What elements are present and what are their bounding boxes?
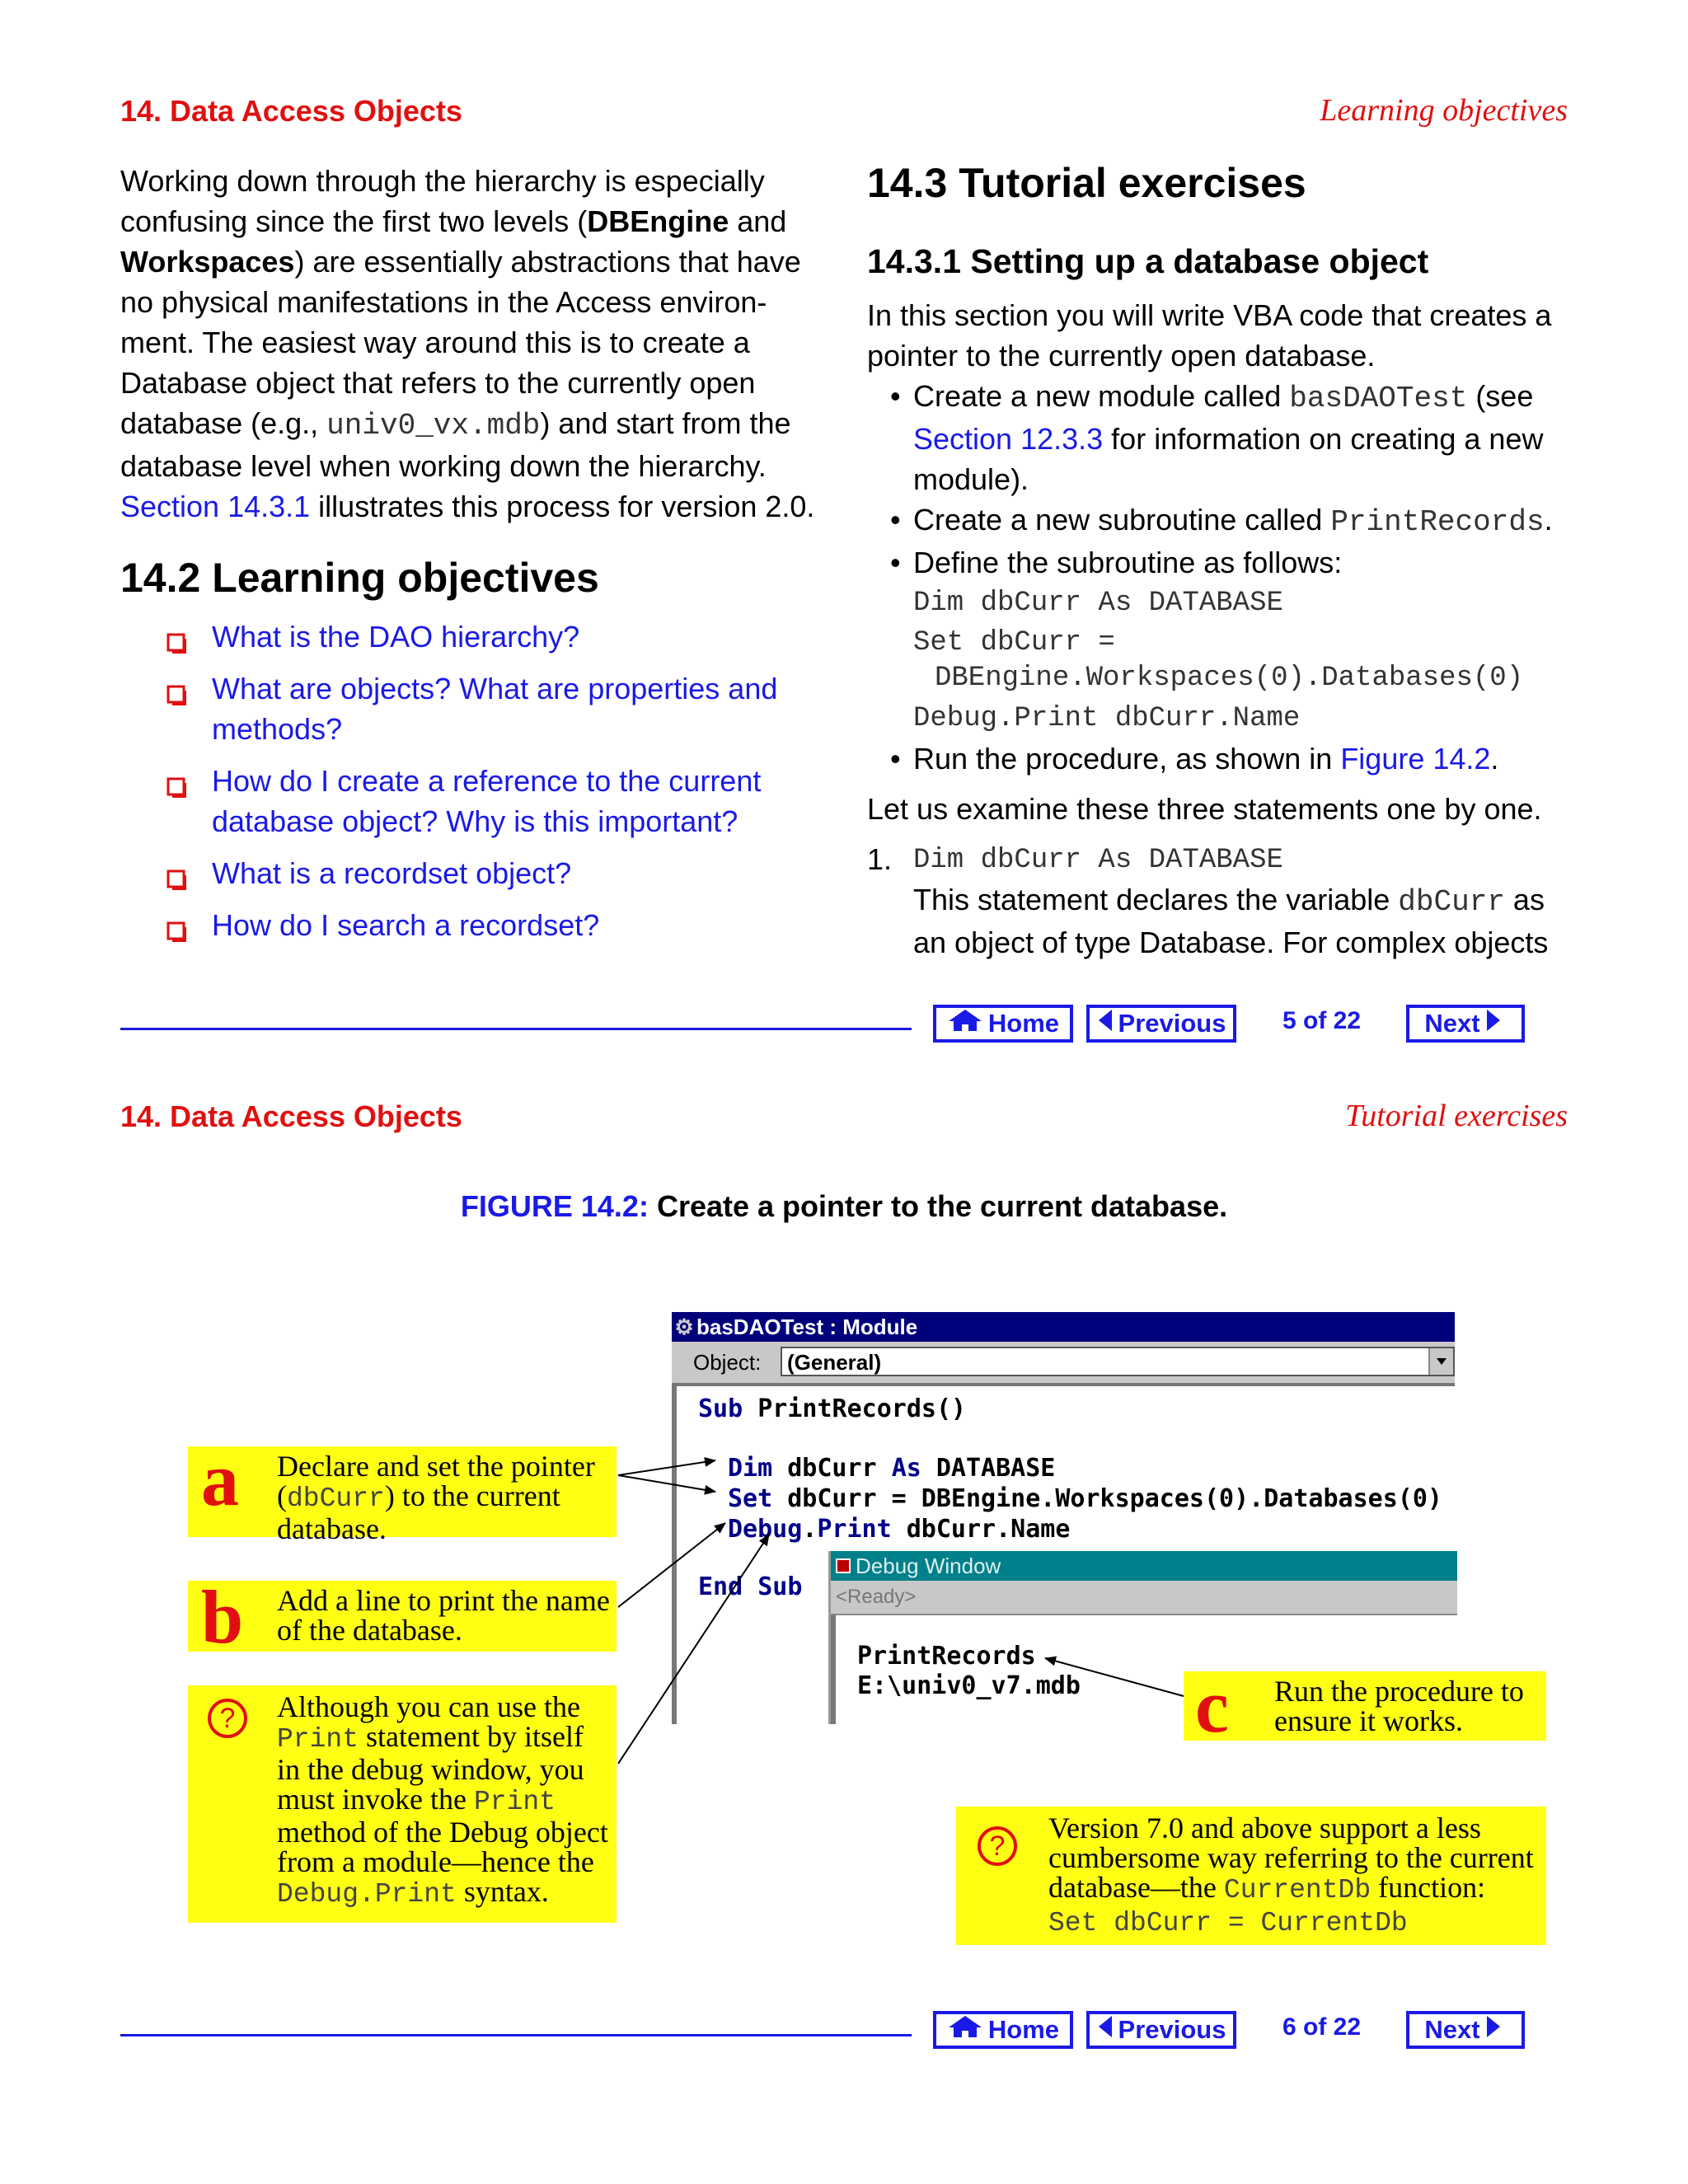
intro-line: no physical manifestations in the Access environ- <box>120 285 767 319</box>
callout-c-text: Run the procedure to ensure it works. <box>1274 1675 1524 1737</box>
page1-header-chapter: 14. Data Access Objects <box>120 94 462 128</box>
vb-line-debug: Debug.Print dbCurr.Name <box>728 1515 1071 1544</box>
figure-14-2-link[interactable]: Figure 14.2 <box>1340 742 1491 776</box>
step-create-subroutine: • Create a new subroutine called PrintRecords. <box>867 499 1609 542</box>
code-line-dim: Dim dbCurr As DATABASE <box>913 588 1283 619</box>
callout-letter-a: a <box>201 1437 239 1521</box>
debug-output-line-2: E:\univ0_v7.mdb <box>857 1671 1081 1700</box>
intro-line: Workspaces) are essentially abstractions that have <box>120 245 801 279</box>
setup-intro: In this section you will write VBA code that creates a pointer to the currently open database. <box>867 298 1552 373</box>
figure-label: FIGURE 14.2: <box>460 1189 649 1223</box>
arrow-note-to-print <box>618 1535 769 1764</box>
page1-page-number: 5 of 22 <box>1282 1007 1362 1034</box>
setup-heading: 14.3.1 Setting up a database object <box>867 242 1429 280</box>
vb-line-set: Set dbCurr = DBEngine.Workspaces(0).Databases(0) <box>728 1484 1442 1513</box>
arrow-right-icon <box>1485 2014 1502 2046</box>
intro-line: Section 14.3.1 illustrates this process for version 2.0. <box>120 490 815 523</box>
intro-line: Working down through the hierarchy is especially <box>120 164 765 198</box>
module-icon: ⚙ <box>674 1315 694 1339</box>
arrow-b-to-debug <box>618 1523 725 1607</box>
debug-titlebar[interactable]: Debug Window <box>831 1551 1457 1581</box>
page2-home-button[interactable]: Home <box>933 2011 1073 2049</box>
objective-item[interactable]: How do I create a reference to the current database object? Why is this important? <box>166 761 826 841</box>
ready-status: <Ready> <box>836 1586 917 1608</box>
figure-caption: FIGURE 14.2: Create a pointer to the current database. <box>460 1189 1228 1223</box>
debug-output-line-1: PrintRecords <box>857 1642 1036 1671</box>
page1-next-button[interactable]: Next <box>1406 1005 1525 1043</box>
learning-objectives-heading: 14.2 Learning objectives <box>120 555 599 601</box>
callout-note-currentdb-text: Version 7.0 and above support a less cumbersome way referring to the current database—the CurrentDb function: Set dbCurr = CurrentDb <box>1048 1811 1534 1938</box>
vb-line-end-sub: End Sub <box>698 1572 803 1601</box>
arrow-left-icon <box>1097 2014 1114 2046</box>
callout-letter-b: b <box>201 1575 244 1659</box>
arrow-a-to-dim <box>618 1460 715 1475</box>
examine-text: Let us examine these three statements one by one. <box>867 792 1542 826</box>
section-14-3-1-link[interactable]: Section 14.3.1 <box>120 490 311 523</box>
code-line-set: Set dbCurr = <box>913 627 1115 658</box>
object-select[interactable]: (General) <box>781 1347 1455 1376</box>
intro-line: database level when working down the hierarchy. <box>120 449 767 483</box>
page2-next-button[interactable]: Next <box>1406 2011 1525 2049</box>
objective-item[interactable]: What are objects? What are properties and methods? <box>166 668 826 749</box>
page1-home-button[interactable]: Home <box>933 1005 1073 1043</box>
numbered-item-code: Dim dbCurr As DATABASE <box>913 845 1283 876</box>
module-titlebar[interactable]: ⚙ basDAOTest : Module <box>672 1312 1455 1342</box>
page2-footer-rule <box>120 2034 912 2036</box>
callout-letter-c: c <box>1195 1664 1229 1748</box>
numbered-item-number: 1. <box>867 842 893 876</box>
objective-item[interactable]: What is a recordset object? <box>166 853 826 893</box>
page2-header-chapter: 14. Data Access Objects <box>120 1099 462 1133</box>
intro-line: confusing since the first two levels (DBEngine and <box>120 204 787 238</box>
question-icon: ? <box>978 1826 1017 1866</box>
code-line-dbengine: DBEngine.Workspaces(0).Databases(0) <box>935 663 1524 694</box>
arrow-a-to-set <box>618 1475 715 1492</box>
page2-page-number: 6 of 22 <box>1282 2013 1362 2041</box>
object-label: Object: <box>693 1350 762 1375</box>
section-12-3-3-link[interactable]: Section 12.3.3 <box>913 422 1104 456</box>
step-create-module: • Create a new module called basDAOTest (see Section 12.3.3 for information on creating a new module). <box>867 376 1609 499</box>
numbered-item-text: This statement declares the variable dbCurr as an object of type Database. For complex objects <box>913 883 1549 959</box>
page2-header-section: Tutorial exercises <box>1345 1099 1568 1133</box>
callout-a-text: Declare and set the pointer (dbCurr) to the current database. <box>277 1450 595 1545</box>
step-define-subroutine: • Define the subroutine as follows: <box>867 542 1609 583</box>
intro-line: ment. The easiest way around this is to create a <box>120 326 750 359</box>
intro-line: database (e.g., univ0_vx.mdb) and start from the <box>120 406 791 443</box>
vb-line-sub: Sub PrintRecords() <box>698 1394 967 1423</box>
page1-header-section: Learning objectives <box>1320 93 1568 128</box>
arrow-c-to-output <box>1045 1658 1184 1696</box>
intro-line: Database object that refers to the currently open <box>120 366 756 400</box>
step-run-procedure: • Run the procedure, as shown in Figure 14.2. <box>867 738 1609 779</box>
objective-item[interactable]: How do I search a recordset? <box>166 905 826 945</box>
question-icon: ? <box>208 1699 247 1738</box>
page2-previous-button[interactable]: Previous <box>1086 2011 1236 2049</box>
callout-note-print-text: Although you can use the Print statement by itself in the debug window, you must invoke the Print method of the Debug object from a module—hence the Debug.Print syntax. <box>277 1690 608 1910</box>
tutorial-exercises-heading: 14.3 Tutorial exercises <box>867 160 1306 206</box>
home-icon <box>947 2014 983 2046</box>
page1-previous-button[interactable]: Previous <box>1086 1005 1236 1043</box>
objective-item[interactable]: What is the DAO hierarchy? <box>166 616 826 657</box>
code-line-debug: Debug.Print dbCurr.Name <box>913 703 1301 734</box>
vb-line-dim: Dim dbCurr As DATABASE <box>728 1454 1056 1483</box>
callout-b-text: Add a line to print the name of the database. <box>277 1584 610 1647</box>
